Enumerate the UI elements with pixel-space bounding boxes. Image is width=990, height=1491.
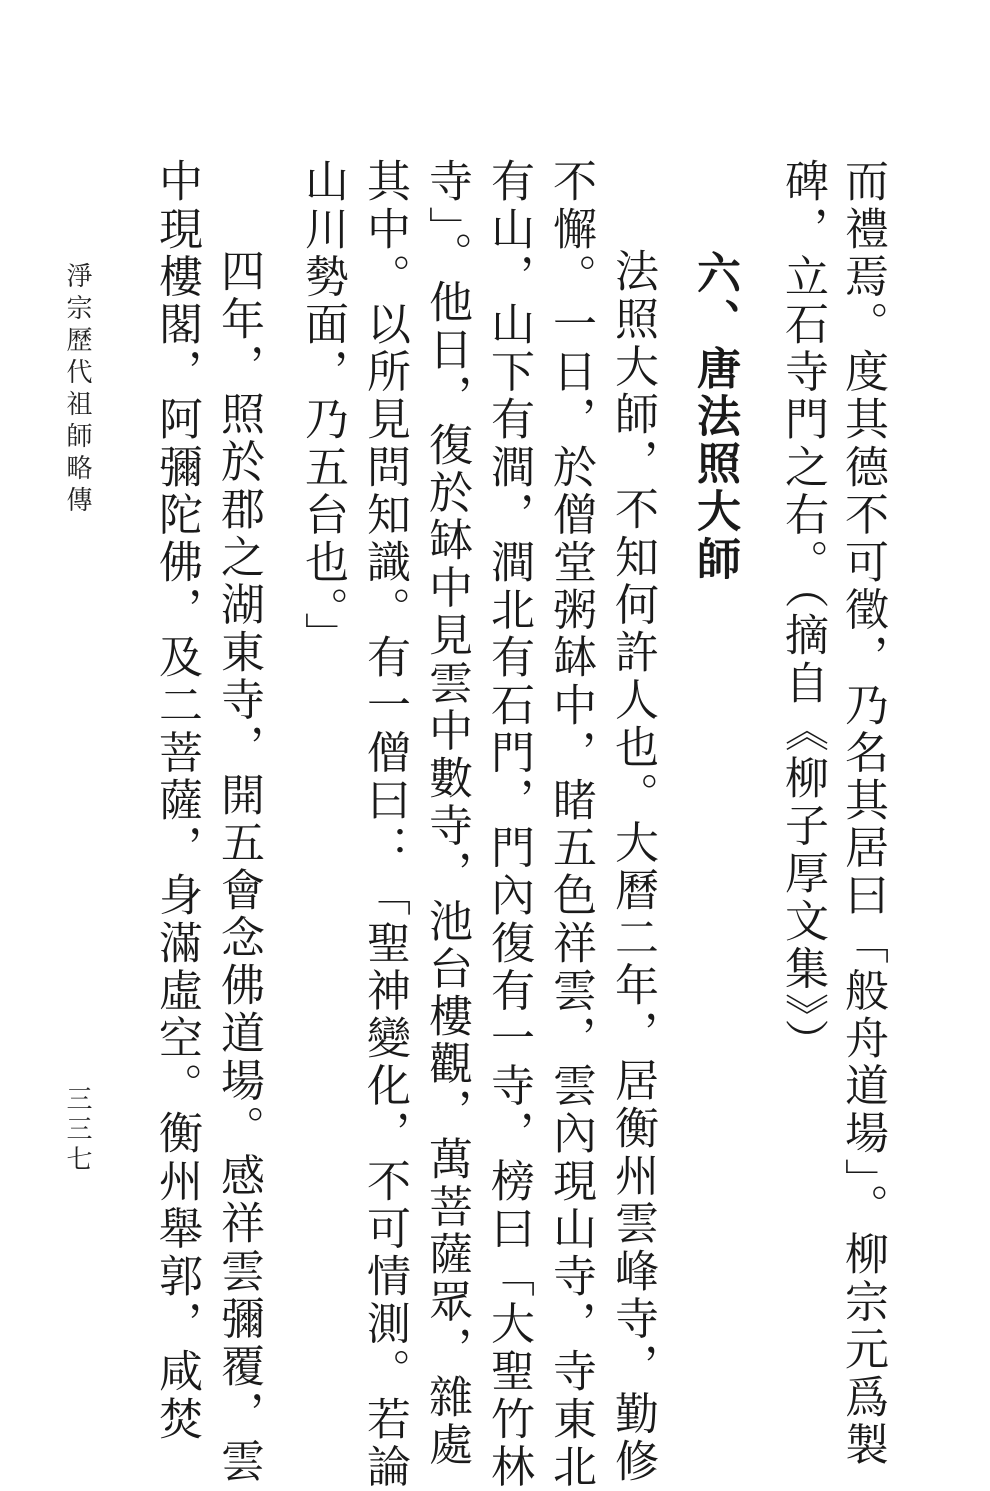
text-column-8: 山川勢面，乃五台也。」 xyxy=(297,158,348,660)
running-head: 淨宗歷代祖師略傳 xyxy=(62,262,92,518)
text-column-2: 碑，立石寺門之右。（摘自《柳子厚文集》） xyxy=(777,158,828,1066)
text-column-9: 四年，照於郡之湖東寺，開五會念佛道場。感祥雲彌覆，雲 xyxy=(213,248,264,1486)
text-column-4: 不懈。一日，於僧堂粥缽中，睹五色祥雲，雲內現山寺，寺東北 xyxy=(545,158,596,1491)
text-column-7: 其中。以所見問知識。有一僧曰：「聖神變化，不可情測。若論 xyxy=(359,158,410,1491)
text-column-3: 法照大師，不知何許人也。大曆二年，居衡州雲峰寺，勤修 xyxy=(607,248,658,1486)
text-column-10: 中現樓閣，阿彌陀佛，及二菩薩，身滿虛空。衡州舉郭，咸焚 xyxy=(151,158,202,1444)
page-number: 三三七 xyxy=(62,1085,92,1175)
text-column-1: 而禮焉。度其德不可徵，乃名其居曰「般舟道場」。柳宗元爲製 xyxy=(837,158,888,1469)
text-column-6: 寺」。他日，復於缽中見雲中數寺，池台樓觀，萬菩薩眾，雜處 xyxy=(421,158,472,1469)
section-heading: 六、唐法照大師 xyxy=(689,250,740,584)
text-column-5: 有山，山下有澗，澗北有石門，門內復有一寺，榜曰「大聖竹林 xyxy=(483,158,534,1491)
